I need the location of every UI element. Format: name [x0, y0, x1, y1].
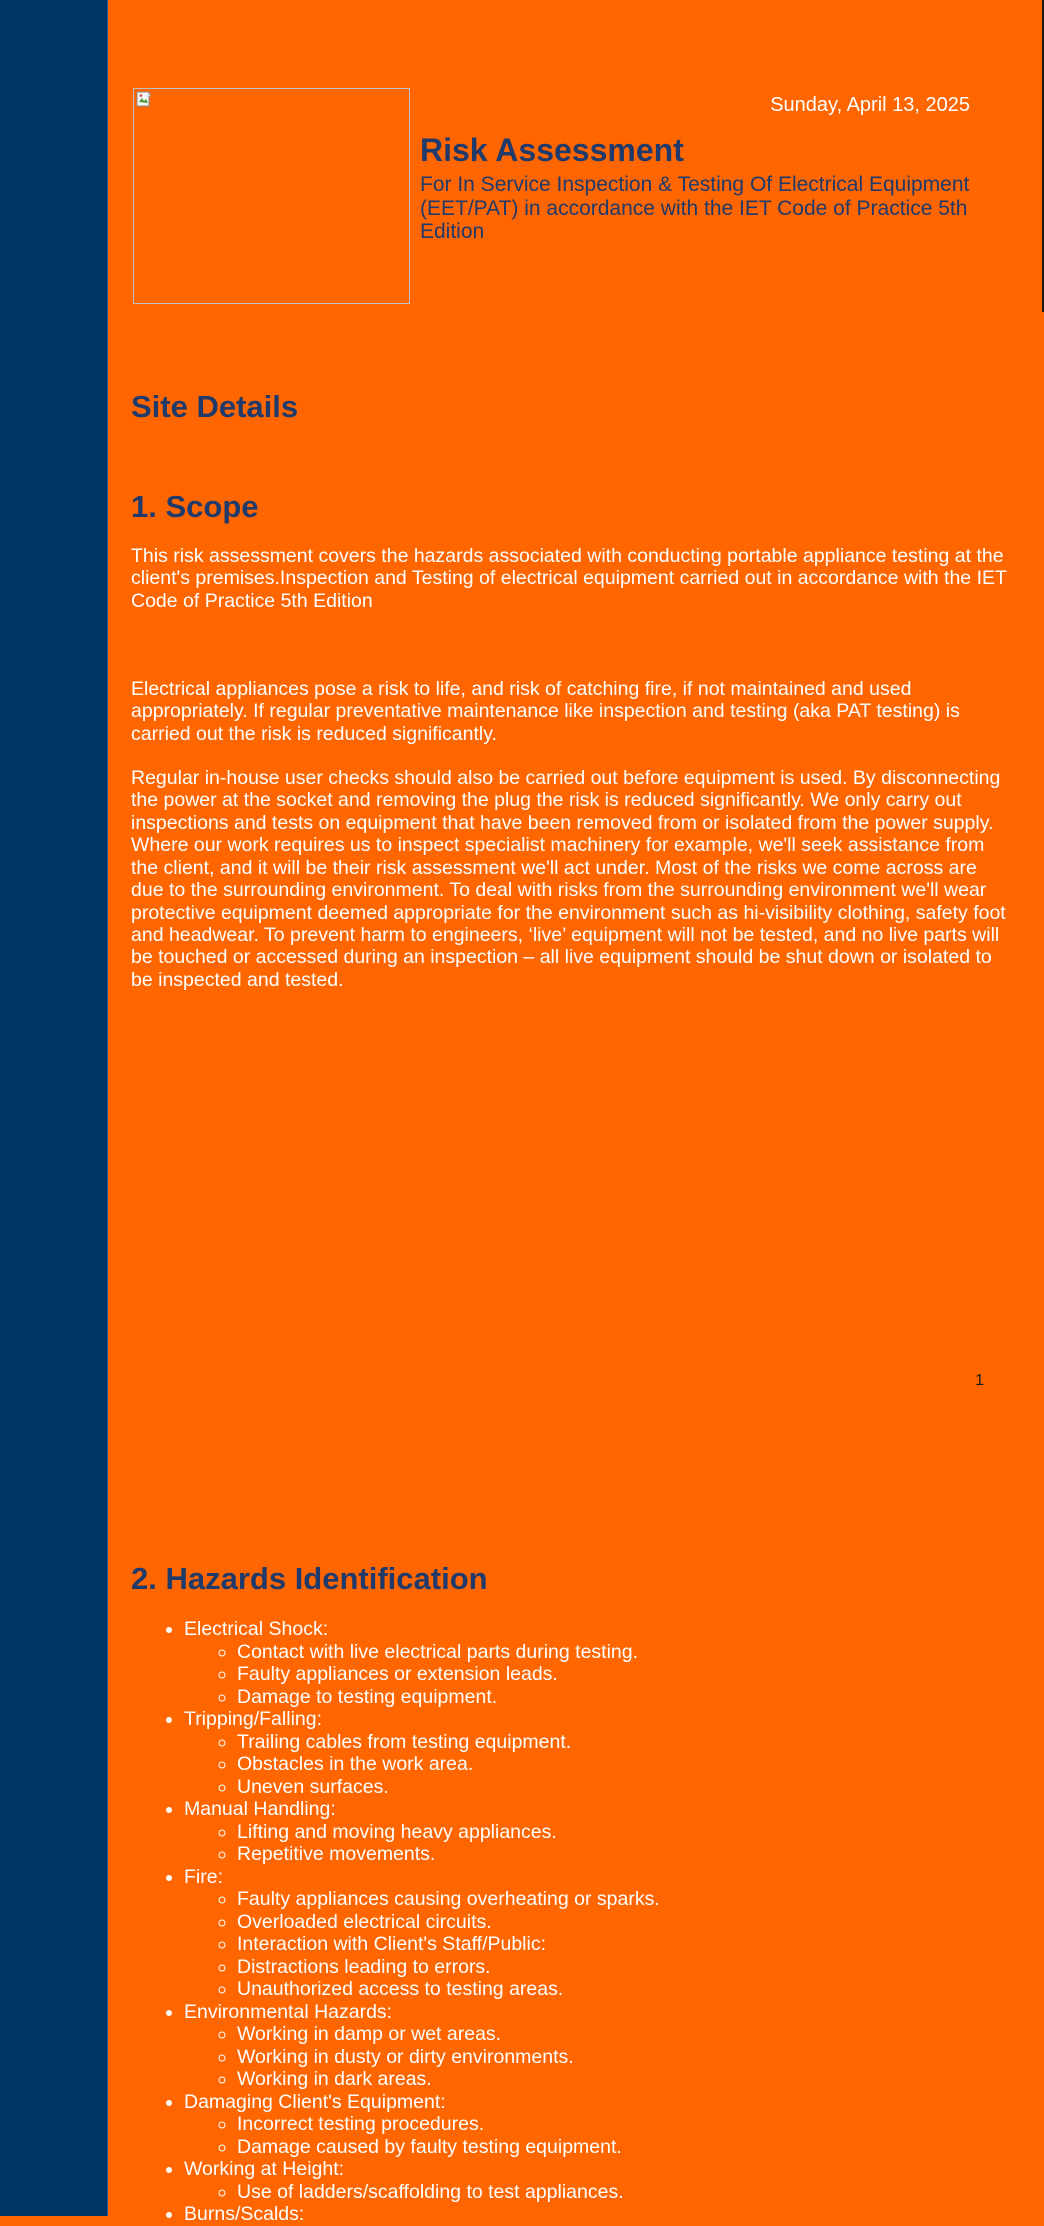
hazard-sublist — [184, 1731, 1044, 1799]
hazards-heading: 2. Hazards Identification — [131, 1561, 488, 1596]
hazard-sublist — [184, 1821, 1044, 1866]
hazard-item: ◦ Faulty appliances or extension leads. — [237, 1663, 1044, 1686]
hazard-item: ◦ Incorrect testing procedures. — [237, 2113, 1044, 2136]
hazard-category-label: Burns/Scalds: — [184, 2203, 305, 2225]
hazard-category — [184, 1866, 1044, 2001]
hazard-category-label: Tripping/Falling: — [184, 1708, 323, 1730]
hazard-item: ◦ Interaction with Client's Staff/Public: — [237, 1933, 1044, 1956]
hazard-category-label: Working at Height: — [184, 2158, 345, 2180]
page-number: 1 — [975, 1372, 984, 1389]
hazard-category — [184, 2203, 1044, 2226]
hazard-sublist — [184, 1888, 1044, 2001]
scope-text: This risk assessment covers the hazards associated with conducting portable appliance testing at the client's premises.Inspection and Testing of electrical equipment carried out in accordance with the IET Code of Practice 5th Edition — [131, 545, 1007, 612]
left-sidebar — [0, 0, 107, 2216]
hazard-item: ◦ Working in damp or wet areas. — [237, 2023, 1044, 2046]
hazard-category — [184, 2158, 1044, 2203]
hazard-item: ◦ Damage caused by faulty testing equipment. — [237, 2136, 1044, 2159]
hazard-item: ◦ Repetitive movements. — [237, 1843, 1044, 1866]
hazard-item: ◦ Distractions leading to errors. — [237, 1956, 1044, 1979]
hazard-category-label: Damaging Client's Equipment: — [184, 2090, 446, 2113]
hazard-sublist — [184, 2023, 1044, 2091]
hazard-category — [184, 1798, 1044, 1866]
hazard-item: ◦ Overloaded electrical circuits. — [237, 1911, 1044, 1934]
hazard-item: ◦ Damage to testing equipment. — [237, 1686, 1044, 1709]
intro-paragraph-2: Regular in-house user checks should also be carried out before equipment is used. By disconnecting the power at the socket and removing the plug the risk is reduced significantly. We only carry out inspections and tests on equipment that have been removed from or isolated from the power supply. Where our work requires us to inspect specialist machinery for example, we'll seek assistance from the client, and it will be their risk assessment we'll act under. Most of the risks we come across are due to the surrounding environment. To deal with risks from the surrounding environment we'll wear protective equipment deemed appropriate for the environment such as hi-visibility clothing, safety foot and headwear. To prevent harm to engineers, ‘live’ equipment will not be tested, and no live parts will be touched or accessed during an inspection – all live equipment should be shut down or isolated to be inspected and tested. — [131, 767, 1006, 991]
hazard-item: ◦ Faulty appliances causing overheating or sparks. — [237, 1888, 1044, 1911]
hazard-category — [184, 1708, 1044, 1798]
hazard-item: ◦ Working in dark areas. — [237, 2068, 1044, 2091]
hazard-item: ◦ Trailing cables from testing equipment. — [237, 1731, 1044, 1754]
page-title: Risk Assessment — [420, 132, 684, 168]
hazard-category-label: Electrical Shock: — [184, 1618, 329, 1640]
broken-image-icon — [136, 91, 152, 107]
hazard-sublist — [184, 1641, 1044, 1709]
hazard-item: ◦ Contact with live electrical parts during testing. — [237, 1641, 1044, 1664]
intro-paragraph-1: Electrical appliances pose a risk to life, and risk of catching fire, if not maintained and used appropriately. If regular preventative maintenance like inspection and testing (aka PAT testing) is carried out the risk is reduced significantly. — [131, 678, 960, 745]
hazard-category — [184, 2091, 1044, 2159]
hazard-category-label: Environmental Hazards: — [184, 2000, 393, 2023]
hazard-item: ◦ Working in dusty or dirty environments. — [237, 2046, 1044, 2069]
page-subtitle: For In Service Inspection & Testing Of Electrical Equipment (EET/PAT) in accordance with the IET Code of Practice 5th Edition — [420, 172, 970, 244]
hazard-sublist — [184, 2181, 1044, 2204]
company-logo — [133, 88, 410, 304]
hazard-item: ◦ Uneven surfaces. — [237, 1776, 1044, 1799]
hazard-item: ◦ Obstacles in the work area. — [237, 1753, 1044, 1776]
site-details-heading: Site Details — [131, 389, 299, 424]
hazards-list — [131, 1618, 1044, 2226]
hazard-sublist — [184, 2113, 1044, 2158]
title-block — [420, 132, 1010, 244]
hazard-category — [184, 1618, 1044, 1708]
hazard-category-label: Fire: — [184, 1865, 223, 1888]
hazard-item: ◦ Lifting and moving heavy appliances. — [237, 1821, 1044, 1844]
report-date: Sunday, April 13, 2025 — [770, 94, 970, 116]
hazard-category — [184, 2001, 1044, 2091]
scope-heading: 1. Scope — [131, 489, 259, 524]
hazard-category-label: Manual Handling: — [184, 1798, 336, 1820]
document-page — [108, 0, 1044, 2225]
hazard-item: ◦ Use of ladders/scaffolding to test appliances. — [237, 2181, 1044, 2204]
hazard-item: ◦ Unauthorized access to testing areas. — [237, 1978, 1044, 2001]
